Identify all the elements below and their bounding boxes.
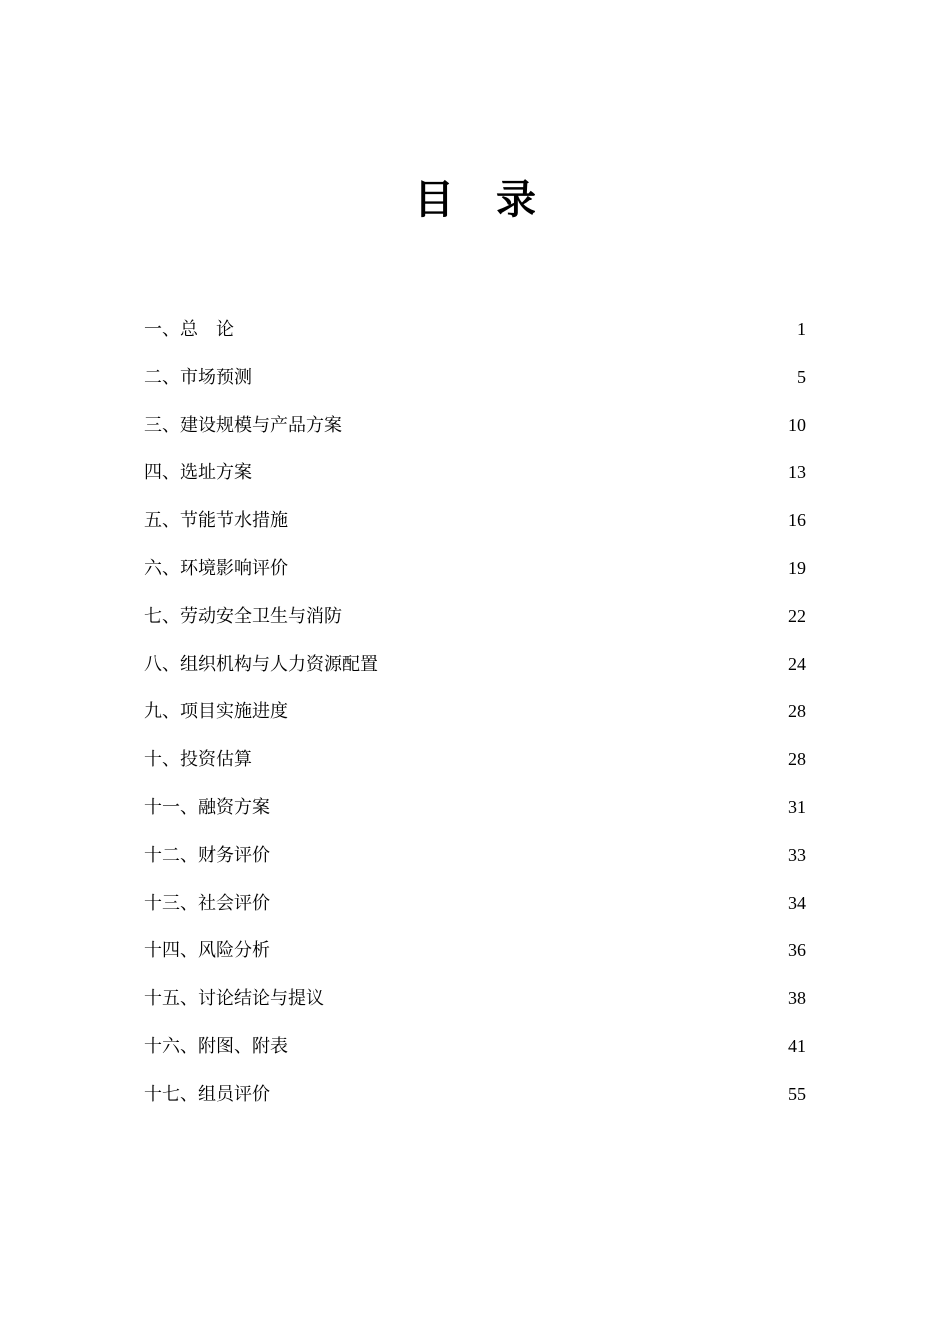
toc-entry[interactable] [144,975,806,1023]
toc-entry-page-number: 1 [797,319,806,339]
toc-entry-page-number: 5 [797,366,806,387]
toc-entry-page-number: 34 [788,892,806,913]
toc-entry-page-number: 13 [788,462,806,483]
toc-entry-label: 二、市场预测 [144,366,252,388]
toc-entry-label: 十四、风险分析 [144,940,270,962]
toc-entry[interactable] [144,832,806,880]
toc-entry-page-number: 10 [788,414,806,435]
toc-entry[interactable] [144,354,806,402]
toc-entry[interactable] [144,449,806,497]
toc-entry[interactable] [144,1071,806,1119]
toc-entry-page-number: 22 [788,605,806,626]
toc-entry-label: 九、项目实施进度 [144,701,288,723]
toc-entry-page-number: 16 [788,510,806,531]
toc-entry-page-number: 38 [788,988,806,1009]
toc-entry[interactable] [144,641,806,689]
toc-entry[interactable] [144,402,806,450]
toc-entry-label: 八、组织机构与人力资源配置 [144,653,378,675]
toc-entry[interactable] [144,880,806,928]
toc-entry-label: 十五、讨论结论与提议 [144,988,324,1010]
toc-entry-page-number: 28 [788,749,806,770]
toc-entry-label: 十六、附图、附表 [144,1035,288,1057]
toc-entry[interactable] [144,545,806,593]
toc-entry-label: 七、劳动安全卫生与消防 [144,605,342,627]
toc-entry[interactable] [144,497,806,545]
toc-entry-label: 三、建设规模与产品方案 [144,414,342,436]
toc-title-char-1: 目 [414,176,454,223]
toc-entry-page-number: 19 [788,557,806,578]
toc-entry[interactable] [144,306,806,354]
toc-entry[interactable] [144,736,806,784]
toc-entry-label: 十一、融资方案 [144,796,270,818]
toc-entry-label: 四、选址方案 [144,462,252,484]
toc-list [144,306,806,1119]
toc-entry[interactable] [144,927,806,975]
toc-entry[interactable] [144,784,806,832]
toc-entry-label: 十三、社会评价 [144,892,270,914]
toc-entry-page-number: 55 [788,1083,806,1104]
toc-entry-label: 五、节能节水措施 [144,510,288,532]
toc-entry-page-number: 31 [788,796,806,817]
toc-entry-page-number: 24 [788,653,806,674]
toc-entry-page-number: 33 [788,844,806,865]
toc-entry-label: 十七、组员评价 [144,1083,270,1105]
toc-entry-page-number: 28 [788,701,806,722]
toc-entry[interactable] [144,688,806,736]
toc-title-char-2: 录 [496,176,536,223]
toc-entry-page-number: 41 [788,1035,806,1056]
toc-entry-page-number: 36 [788,940,806,961]
toc-entry-label: 十、投资估算 [144,749,252,771]
toc-title [0,168,950,232]
toc-entry-label: 十二、财务评价 [144,844,270,866]
toc-entry[interactable] [144,1023,806,1071]
toc-entry[interactable] [144,593,806,641]
toc-entry-label: 六、环境影响评价 [144,557,288,579]
toc-entry-label: 一、总 论 [144,319,234,340]
